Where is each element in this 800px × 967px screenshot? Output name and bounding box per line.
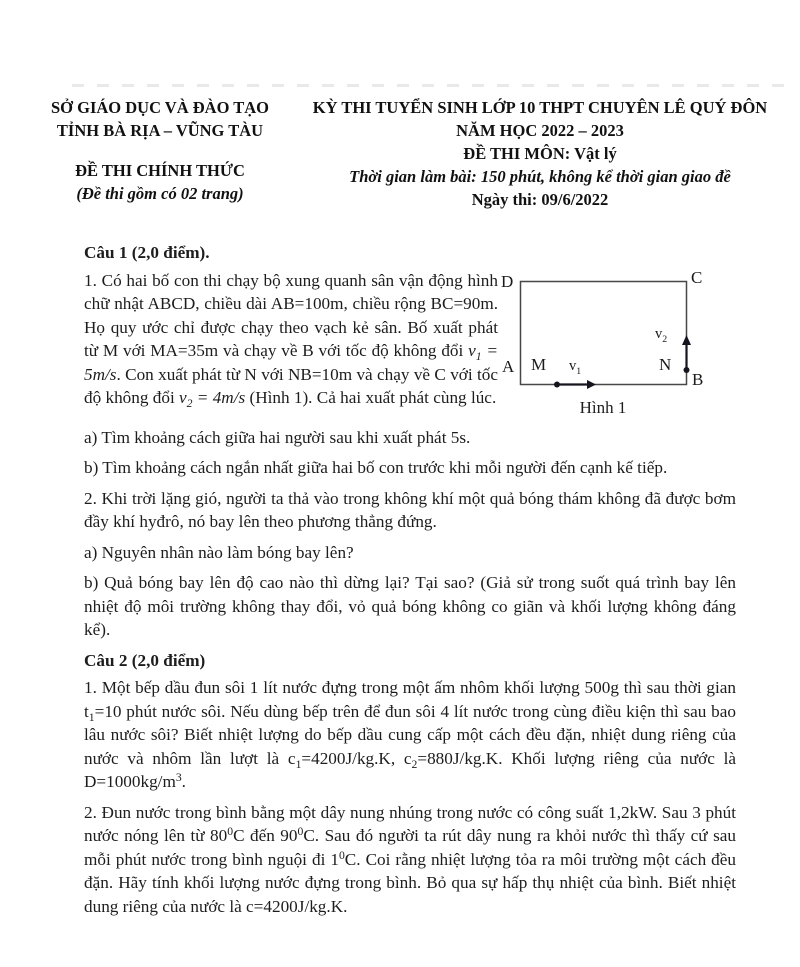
exam-title: KỲ THI TUYỂN SINH LỚP 10 THPT CHUYÊN LÊ QUÝ ĐÔN (312, 98, 768, 117)
point-label-m: M (531, 354, 547, 374)
question1-intro-row (84, 269, 736, 419)
v1-arrowhead-icon (587, 380, 596, 389)
text-segment: 1. Có hai bố con thi chạy bộ xung quanh sân vận động hình chữ nhật ABCD, chiều dài AB=100m, chiều rộng BC=90m. Họ quy ước chỉ được chạy theo vạch kẻ sân. Bố xuất phát từ M với MA=35m và chạy về B với tốc độ không đổi (84, 270, 498, 360)
exam-info-block (292, 96, 788, 211)
corner-label-d: D (501, 271, 514, 291)
question1-2-part-a: a) Nguyên nhân nào làm bóng bay lên? (84, 542, 354, 562)
exam-subject: ĐỀ THI MÔN: Vật lý (463, 144, 617, 163)
exam-header (34, 96, 788, 211)
official-exam-label: ĐỀ THI CHÍNH THỨC (75, 161, 245, 180)
question2-paragraph1: 1. Một bếp dầu đun sôi 1 lít nước đựng trong một ấm nhôm khối lượng 500g thì sau thời gian $t_1=10$ phút nước sôi. Nếu dùng bếp trên để đun sôi 4 lít nước trong cùng điều kiện thì sau bao lâu nước sôi? Biết nhiệt lượng do bếp dầu cung cấp một cách đều đặn, nhiệt dung riêng của nước và nhôm lần lượt là $c_1=4200J/kg.K$, $c_2=880J/kg.K$. Khối lượng riêng của nước là $D=1000kg/m^3$. (84, 678, 737, 791)
v1-label: $v_1$ (569, 357, 582, 377)
issuer-block (34, 96, 286, 211)
question1-part-a: a) Tìm khoảng cách giữa hai người sau khi xuất phát 5s. (84, 427, 471, 447)
pages-note: (Đề thi gồm có 02 trang) (76, 184, 244, 203)
question1-2-part-b: b) Quả bóng bay lên độ cao nào thì dừng lại? Tại sao? (Giả sử trong suốt quá trình bay lên nhiệt độ môi trường không thay đổi, vỏ quả bóng không co giãn và khối lượng không đáng kể). (84, 573, 736, 639)
exam-body (84, 241, 736, 918)
question1-part-b: b) Tìm khoảng cách ngắn nhất giữa hai bố con trước khi mỗi người đến cạnh kế tiếp. (84, 458, 668, 477)
figure-hinh1 (500, 269, 736, 419)
corner-label-b: B (692, 369, 704, 389)
point-label-n: N (659, 354, 672, 374)
issuer-line2: TỈNH BÀ RỊA – VŨNG TÀU (56, 121, 264, 140)
v2-arrowhead-icon (682, 335, 691, 345)
exam-duration: Thời gian làm bài: 150 phút, không kể thời gian giao đề (349, 167, 731, 186)
text-segment: . Con xuất phát từ N với NB=10m và chạy về C với tốc độ không đổi (84, 364, 498, 407)
question2-paragraph2: 2. Đun nước trong bình bằng một dây nung nhúng trong nước có công suất 1,2kW. Sau 3 phút nước nóng lên từ $80^0C$ đến $90^0C$. Sau đó người ta rút dây nung ra khỏi nước thì thấy cứ sau mỗi phút nước trong bình nguội đi $1^0C$. Coi rằng nhiệt lượng tỏa ra môi trường một cách đều đặn. Hãy tính khối lượng nước đựng trong bình. Bỏ qua sự hấp thụ nhiệt của bình. Biết nhiệt dung riêng của nước là c=4200J/kg.K. (84, 802, 737, 916)
question1-heading: Câu 1 (2,0 điểm). (84, 243, 210, 262)
question2-heading: Câu 2 (2,0 điểm) (84, 650, 206, 670)
corner-label-a: A (502, 356, 515, 376)
text-segment: $v_2 = 4m/s$ (179, 388, 246, 410)
issuer-line1: SỞ GIÁO DỤC VÀ ĐÀO TẠO (50, 98, 270, 117)
exam-date: Ngày thi: 09/6/2022 (471, 190, 609, 209)
v2-label: $v_2$ (655, 325, 668, 345)
text-segment: (Hình 1). Cả hai xuất phát cùng lúc. (245, 388, 497, 407)
scan-artifact (72, 84, 790, 87)
question1-paragraph1 (84, 269, 498, 410)
question1-paragraph2: 2. Khi trời lặng gió, người ta thả vào trong không khí một quả bóng thám không đã được bơm đầy khí hyđrô, nó bay lên theo phương thẳng đứng. (84, 488, 736, 531)
school-year: NĂM HỌC 2022 – 2023 (456, 121, 624, 140)
header-spacer (34, 142, 286, 159)
figure-caption: Hình 1 (579, 397, 627, 417)
text-segment: $v_1 = 5m/s$ (84, 341, 498, 384)
corner-label-c: C (691, 267, 703, 287)
